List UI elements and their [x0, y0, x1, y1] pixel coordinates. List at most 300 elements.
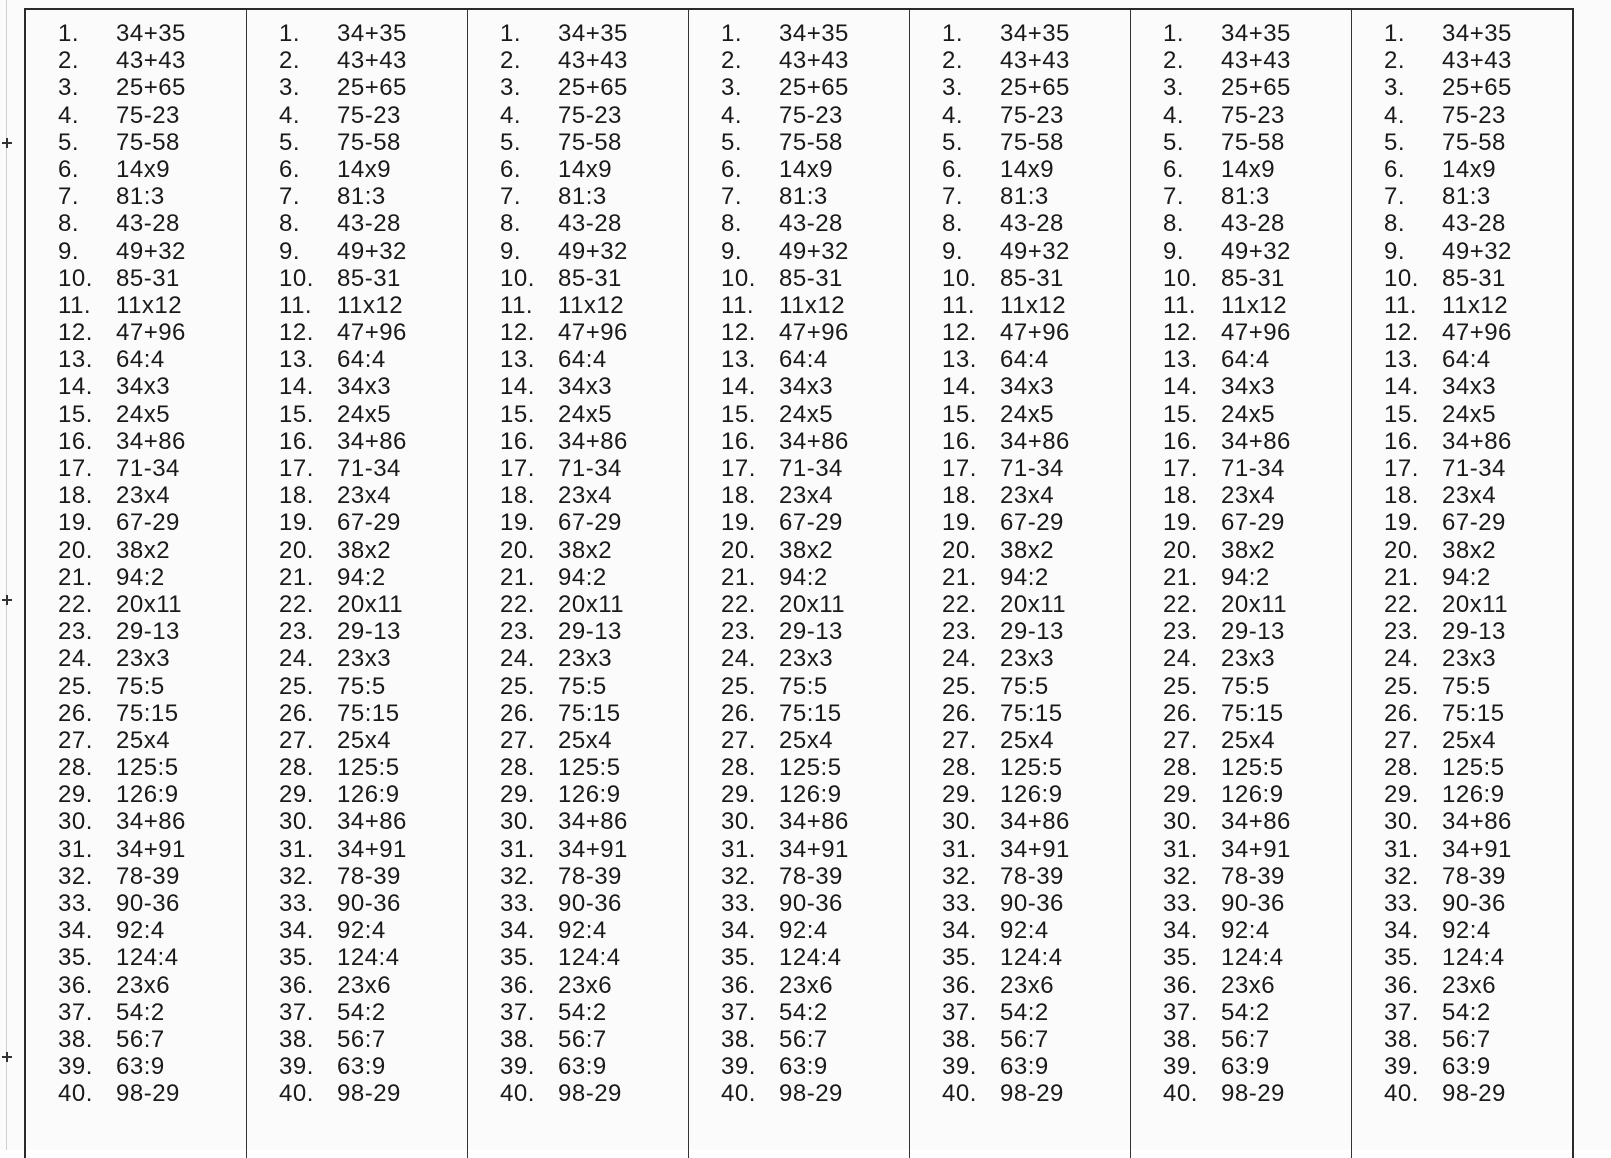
- exercise-expression: 126:9: [1221, 781, 1284, 809]
- exercise-number: 6.: [1163, 155, 1185, 183]
- exercise-item: [1384, 781, 1572, 808]
- exercise-number: 31.: [58, 835, 93, 863]
- exercise-item: [721, 238, 909, 265]
- exercise-item: [1163, 944, 1351, 971]
- exercise-expression: 81:3: [116, 183, 165, 211]
- exercise-expression: 63:9: [558, 1053, 607, 1081]
- exercise-number: 28.: [721, 754, 756, 782]
- exercise-number: 24.: [500, 645, 535, 673]
- exercise-item: [500, 1026, 688, 1053]
- exercise-number: 1.: [58, 20, 80, 47]
- exercise-number: 35.: [58, 944, 93, 972]
- exercise-item: [721, 156, 909, 183]
- exercise-number: 14.: [500, 373, 535, 401]
- exercise-item: [1384, 265, 1572, 292]
- exercise-item: [500, 863, 688, 890]
- exercise-expression: 78-39: [337, 862, 401, 890]
- exercise-item: [721, 292, 909, 319]
- exercise-item: [1384, 645, 1572, 672]
- exercise-number: 20.: [721, 536, 756, 564]
- exercise-item: [721, 944, 909, 971]
- exercise-number: 4.: [942, 101, 964, 129]
- exercise-item: [279, 20, 467, 47]
- exercise-column: [468, 10, 689, 1158]
- exercise-item: [279, 292, 467, 319]
- exercise-item: [942, 564, 1130, 591]
- exercise-item: [500, 20, 688, 47]
- exercise-number: 32.: [500, 862, 535, 890]
- exercise-expression: 49+32: [558, 237, 628, 265]
- exercise-expression: 24x5: [558, 400, 613, 428]
- exercise-item: [942, 700, 1130, 727]
- exercise-number: 2.: [942, 47, 964, 75]
- exercise-expression: 20x11: [1442, 590, 1509, 618]
- exercise-number: 4.: [58, 101, 80, 129]
- exercise-expression: 25x4: [1000, 726, 1055, 754]
- exercise-number: 19.: [721, 509, 756, 537]
- exercise-item: [58, 944, 246, 971]
- exercise-number: 7.: [279, 183, 301, 211]
- exercise-expression: 25x4: [558, 726, 613, 754]
- exercise-expression: 71-34: [1221, 455, 1285, 482]
- exercise-item: [1384, 102, 1572, 129]
- exercise-number: 39.: [279, 1053, 314, 1081]
- exercise-item: [942, 102, 1130, 129]
- exercise-expression: 47+96: [1000, 319, 1070, 347]
- exercise-number: 4.: [1163, 101, 1185, 129]
- exercise-expression: 90-36: [1221, 890, 1285, 917]
- exercise-expression: 126:9: [558, 781, 621, 809]
- exercise-item: [1163, 509, 1351, 536]
- exercise-expression: 92:4: [1221, 917, 1270, 945]
- exercise-expression: 81:3: [558, 183, 607, 211]
- exercise-expression: 75-58: [779, 128, 843, 156]
- exercise-number: 21.: [58, 563, 93, 591]
- exercise-item: [942, 265, 1130, 292]
- exercise-expression: 49+32: [116, 237, 186, 265]
- exercise-number: 8.: [1384, 210, 1406, 238]
- exercise-item: [279, 401, 467, 428]
- exercise-number: 29.: [1384, 781, 1419, 809]
- exercise-number: 17.: [942, 455, 977, 482]
- exercise-number: 19.: [58, 509, 93, 537]
- exercise-item: [58, 210, 246, 237]
- exercise-number: 6.: [942, 155, 964, 183]
- exercise-number: 33.: [500, 890, 535, 917]
- exercise-expression: 64:4: [1442, 346, 1491, 374]
- exercise-number: 13.: [279, 346, 314, 374]
- exercise-number: 34.: [1384, 917, 1419, 945]
- exercise-expression: 98-29: [1221, 1080, 1285, 1108]
- exercise-item: [279, 319, 467, 346]
- exercise-expression: 85-31: [1000, 264, 1064, 292]
- exercise-item: [1163, 781, 1351, 808]
- exercise-item: [500, 292, 688, 319]
- exercise-number: 40.: [942, 1080, 977, 1108]
- exercise-number: 3.: [942, 74, 964, 102]
- exercise-expression: 20x11: [1000, 590, 1067, 618]
- exercise-item: [721, 1026, 909, 1053]
- exercise-number: 15.: [500, 400, 535, 428]
- exercise-item: [500, 537, 688, 564]
- exercise-expression: 34+35: [337, 20, 407, 47]
- exercise-expression: 67-29: [1221, 509, 1285, 537]
- exercise-expression: 90-36: [1442, 890, 1506, 917]
- exercise-item: [500, 917, 688, 944]
- exercise-item: [1163, 319, 1351, 346]
- exercise-item: [942, 863, 1130, 890]
- exercise-expression: 49+32: [337, 237, 407, 265]
- exercise-expression: 47+96: [337, 319, 407, 347]
- exercise-expression: 34+86: [1442, 427, 1512, 455]
- exercise-item: [279, 944, 467, 971]
- exercise-item: [1163, 1026, 1351, 1053]
- exercise-item: [942, 455, 1130, 482]
- exercise-item: [500, 781, 688, 808]
- exercise-number: 39.: [500, 1053, 535, 1081]
- exercise-item: [279, 863, 467, 890]
- exercise-expression: 78-39: [1221, 862, 1285, 890]
- exercise-expression: 43+43: [1442, 47, 1512, 75]
- exercise-number: 22.: [1163, 590, 1198, 618]
- exercise-item: [942, 537, 1130, 564]
- exercise-item: [279, 1053, 467, 1080]
- exercise-number: 5.: [1384, 128, 1406, 156]
- exercise-expression: 94:2: [779, 563, 828, 591]
- exercise-expression: 56:7: [116, 1025, 165, 1053]
- exercise-expression: 75-23: [116, 101, 180, 129]
- exercise-number: 29.: [942, 781, 977, 809]
- registration-mark-icon: [2, 1052, 12, 1062]
- exercise-item: [942, 1026, 1130, 1053]
- exercise-expression: 75-23: [1000, 101, 1064, 129]
- exercise-item: [942, 74, 1130, 101]
- exercise-item: [721, 808, 909, 835]
- exercise-item: [1384, 238, 1572, 265]
- exercise-item: [58, 1053, 246, 1080]
- exercise-expression: 23x6: [1221, 971, 1276, 999]
- exercise-number: 24.: [58, 645, 93, 673]
- exercise-number: 31.: [500, 835, 535, 863]
- exercise-expression: 29-13: [1000, 618, 1064, 646]
- exercise-item: [1384, 129, 1572, 156]
- exercise-item: [58, 373, 246, 400]
- exercise-item: [942, 781, 1130, 808]
- exercise-item: [1163, 591, 1351, 618]
- exercise-number: 13.: [942, 346, 977, 374]
- exercise-number: 9.: [942, 237, 964, 265]
- exercise-expression: 43-28: [116, 210, 180, 238]
- exercise-item: [58, 346, 246, 373]
- exercise-expression: 29-13: [779, 618, 843, 646]
- exercise-number: 6.: [58, 155, 80, 183]
- exercise-number: 23.: [1163, 618, 1198, 646]
- exercise-number: 29.: [1163, 781, 1198, 809]
- exercise-item: [721, 265, 909, 292]
- exercise-item: [721, 428, 909, 455]
- exercise-number: 37.: [279, 998, 314, 1026]
- exercise-expression: 78-39: [558, 862, 622, 890]
- exercise-item: [58, 537, 246, 564]
- exercise-item: [500, 944, 688, 971]
- exercise-item: [721, 47, 909, 74]
- exercise-item: [1163, 700, 1351, 727]
- exercise-item: [58, 700, 246, 727]
- exercise-expression: 24x5: [779, 400, 834, 428]
- exercise-expression: 67-29: [1442, 509, 1506, 537]
- exercise-item: [1163, 727, 1351, 754]
- exercise-item: [942, 754, 1130, 781]
- exercise-number: 12.: [1163, 319, 1198, 347]
- exercise-item: [1384, 564, 1572, 591]
- exercise-number: 10.: [279, 264, 314, 292]
- exercise-number: 8.: [500, 210, 522, 238]
- exercise-item: [721, 482, 909, 509]
- exercise-number: 38.: [721, 1025, 756, 1053]
- exercise-number: 26.: [942, 699, 977, 727]
- exercise-expression: 23x4: [558, 482, 613, 510]
- exercise-expression: 64:4: [1000, 346, 1049, 374]
- exercise-number: 26.: [721, 699, 756, 727]
- exercise-expression: 34+91: [558, 835, 628, 863]
- exercise-number: 24.: [942, 645, 977, 673]
- exercise-number: 13.: [58, 346, 93, 374]
- exercise-expression: 49+32: [779, 237, 849, 265]
- exercise-item: [58, 319, 246, 346]
- exercise-number: 24.: [1384, 645, 1419, 673]
- exercise-item: [1163, 863, 1351, 890]
- exercise-number: 22.: [58, 590, 93, 618]
- exercise-item: [1163, 346, 1351, 373]
- exercise-number: 34.: [58, 917, 93, 945]
- exercise-item: [721, 863, 909, 890]
- exercise-item: [1163, 74, 1351, 101]
- exercise-number: 31.: [942, 835, 977, 863]
- exercise-expression: 63:9: [1442, 1053, 1491, 1081]
- exercise-expression: 71-34: [1442, 455, 1506, 482]
- exercise-expression: 75:15: [779, 699, 842, 727]
- exercise-number: 8.: [279, 210, 301, 238]
- exercise-number: 31.: [279, 835, 314, 863]
- exercise-item: [58, 455, 246, 482]
- exercise-number: 26.: [1163, 699, 1198, 727]
- exercise-expression: 71-34: [116, 455, 180, 482]
- exercise-number: 3.: [58, 74, 80, 102]
- exercise-item: [279, 102, 467, 129]
- exercise-expression: 11x12: [558, 291, 625, 319]
- exercise-item: [500, 238, 688, 265]
- exercise-expression: 47+96: [779, 319, 849, 347]
- exercise-expression: 63:9: [116, 1053, 165, 1081]
- exercise-number: 34.: [721, 917, 756, 945]
- exercise-item: [58, 836, 246, 863]
- exercise-item: [942, 999, 1130, 1026]
- exercise-number: 20.: [500, 536, 535, 564]
- exercise-number: 6.: [1384, 155, 1406, 183]
- exercise-item: [721, 999, 909, 1026]
- exercise-item: [721, 129, 909, 156]
- exercise-number: 40.: [721, 1080, 756, 1108]
- exercise-expression: 23x3: [558, 645, 613, 673]
- exercise-item: [1384, 455, 1572, 482]
- exercise-expression: 125:5: [558, 754, 621, 782]
- exercise-item: [942, 1053, 1130, 1080]
- exercise-item: [721, 537, 909, 564]
- exercise-number: 40.: [279, 1080, 314, 1108]
- exercise-expression: 75:15: [1442, 699, 1505, 727]
- exercise-number: 3.: [721, 74, 743, 102]
- exercise-expression: 81:3: [1442, 183, 1491, 211]
- exercise-number: 10.: [1163, 264, 1198, 292]
- exercise-number: 16.: [1163, 427, 1198, 455]
- exercise-expression: 43+43: [779, 47, 849, 75]
- exercise-expression: 11x12: [116, 291, 183, 319]
- exercise-number: 4.: [1384, 101, 1406, 129]
- exercise-expression: 24x5: [337, 400, 392, 428]
- exercise-expression: 56:7: [1221, 1025, 1270, 1053]
- exercise-item: [279, 591, 467, 618]
- exercise-expression: 23x3: [337, 645, 392, 673]
- exercise-expression: 75:15: [558, 699, 621, 727]
- exercise-item: [942, 238, 1130, 265]
- exercise-number: 35.: [279, 944, 314, 972]
- exercise-number: 5.: [279, 128, 301, 156]
- exercise-expression: 25+65: [337, 74, 407, 102]
- exercise-expression: 23x4: [1000, 482, 1055, 510]
- exercise-item: [500, 618, 688, 645]
- exercise-item: [1384, 917, 1572, 944]
- exercise-expression: 90-36: [116, 890, 180, 917]
- exercise-number: 17.: [279, 455, 314, 482]
- exercise-number: 2.: [279, 47, 301, 75]
- exercise-number: 36.: [942, 971, 977, 999]
- exercise-item: [500, 1080, 688, 1107]
- exercise-item: [279, 673, 467, 700]
- exercise-expression: 34+86: [337, 808, 407, 836]
- exercise-number: 11.: [1384, 291, 1418, 319]
- exercise-expression: 94:2: [1000, 563, 1049, 591]
- exercise-expression: 75:15: [116, 699, 179, 727]
- exercise-item: [58, 20, 246, 47]
- exercise-expression: 94:2: [1442, 563, 1491, 591]
- exercise-item: [942, 210, 1130, 237]
- exercise-item: [500, 183, 688, 210]
- exercise-number: 33.: [58, 890, 93, 917]
- exercise-expression: 125:5: [337, 754, 400, 782]
- exercise-expression: 34+86: [116, 427, 186, 455]
- exercise-number: 27.: [1163, 726, 1198, 754]
- exercise-expression: 124:4: [116, 944, 179, 972]
- exercise-expression: 47+96: [558, 319, 628, 347]
- exercise-number: 26.: [500, 699, 535, 727]
- exercise-item: [500, 836, 688, 863]
- exercise-item: [500, 999, 688, 1026]
- exercise-number: 11.: [279, 291, 313, 319]
- exercise-item: [279, 47, 467, 74]
- exercise-item: [942, 890, 1130, 917]
- exercise-number: 13.: [500, 346, 535, 374]
- exercise-item: [942, 47, 1130, 74]
- exercise-expression: 34+91: [337, 835, 407, 863]
- exercise-number: 8.: [942, 210, 964, 238]
- exercise-expression: 98-29: [779, 1080, 843, 1108]
- exercise-number: 14.: [942, 373, 977, 401]
- exercise-expression: 25x4: [1221, 726, 1276, 754]
- exercise-item: [721, 645, 909, 672]
- exercise-expression: 124:4: [558, 944, 621, 972]
- exercise-expression: 25+65: [779, 74, 849, 102]
- exercise-expression: 75:5: [558, 672, 607, 700]
- exercise-expression: 124:4: [337, 944, 400, 972]
- exercise-item: [58, 754, 246, 781]
- exercise-number: 25.: [58, 672, 93, 700]
- exercise-item: [1384, 727, 1572, 754]
- exercise-number: 22.: [1384, 590, 1419, 618]
- exercise-number: 6.: [721, 155, 743, 183]
- exercise-item: [58, 727, 246, 754]
- exercise-item: [721, 673, 909, 700]
- exercise-item: [279, 890, 467, 917]
- exercise-item: [1163, 20, 1351, 47]
- exercise-expression: 24x5: [1442, 400, 1497, 428]
- exercise-expression: 124:4: [1221, 944, 1284, 972]
- exercise-expression: 67-29: [116, 509, 180, 537]
- exercise-expression: 63:9: [1221, 1053, 1270, 1081]
- exercise-expression: 34+86: [558, 427, 628, 455]
- exercise-expression: 34+86: [337, 427, 407, 455]
- exercise-number: 12.: [500, 319, 535, 347]
- exercise-item: [58, 645, 246, 672]
- exercise-item: [500, 373, 688, 400]
- exercise-number: 37.: [942, 998, 977, 1026]
- exercise-expression: 90-36: [1000, 890, 1064, 917]
- exercise-item: [58, 428, 246, 455]
- exercise-number: 12.: [58, 319, 93, 347]
- exercise-item: [721, 1080, 909, 1107]
- exercise-expression: 14x9: [779, 155, 834, 183]
- exercise-item: [1163, 265, 1351, 292]
- exercise-number: 33.: [279, 890, 314, 917]
- exercise-item: [1384, 210, 1572, 237]
- exercise-number: 38.: [500, 1025, 535, 1053]
- exercise-item: [279, 808, 467, 835]
- exercise-expression: 34x3: [337, 373, 392, 401]
- exercise-number: 17.: [721, 455, 756, 482]
- exercise-number: 16.: [721, 427, 756, 455]
- exercise-number: 16.: [1384, 427, 1419, 455]
- exercise-item: [1384, 537, 1572, 564]
- exercise-number: 2.: [721, 47, 743, 75]
- exercise-number: 37.: [1163, 998, 1198, 1026]
- exercise-expression: 81:3: [779, 183, 828, 211]
- exercise-item: [942, 944, 1130, 971]
- exercise-number: 39.: [942, 1053, 977, 1081]
- exercise-number: 20.: [1384, 536, 1419, 564]
- exercise-number: 18.: [1384, 482, 1419, 510]
- exercise-number: 15.: [1384, 400, 1419, 428]
- exercise-item: [721, 509, 909, 536]
- exercise-expression: 56:7: [779, 1025, 828, 1053]
- exercise-expression: 34+86: [1221, 427, 1291, 455]
- exercise-number: 11.: [942, 291, 976, 319]
- exercise-item: [1384, 890, 1572, 917]
- exercise-number: 25.: [721, 672, 756, 700]
- exercise-expression: 14x9: [337, 155, 392, 183]
- exercise-number: 7.: [942, 183, 964, 211]
- exercise-expression: 78-39: [779, 862, 843, 890]
- exercise-item: [500, 129, 688, 156]
- exercise-number: 24.: [721, 645, 756, 673]
